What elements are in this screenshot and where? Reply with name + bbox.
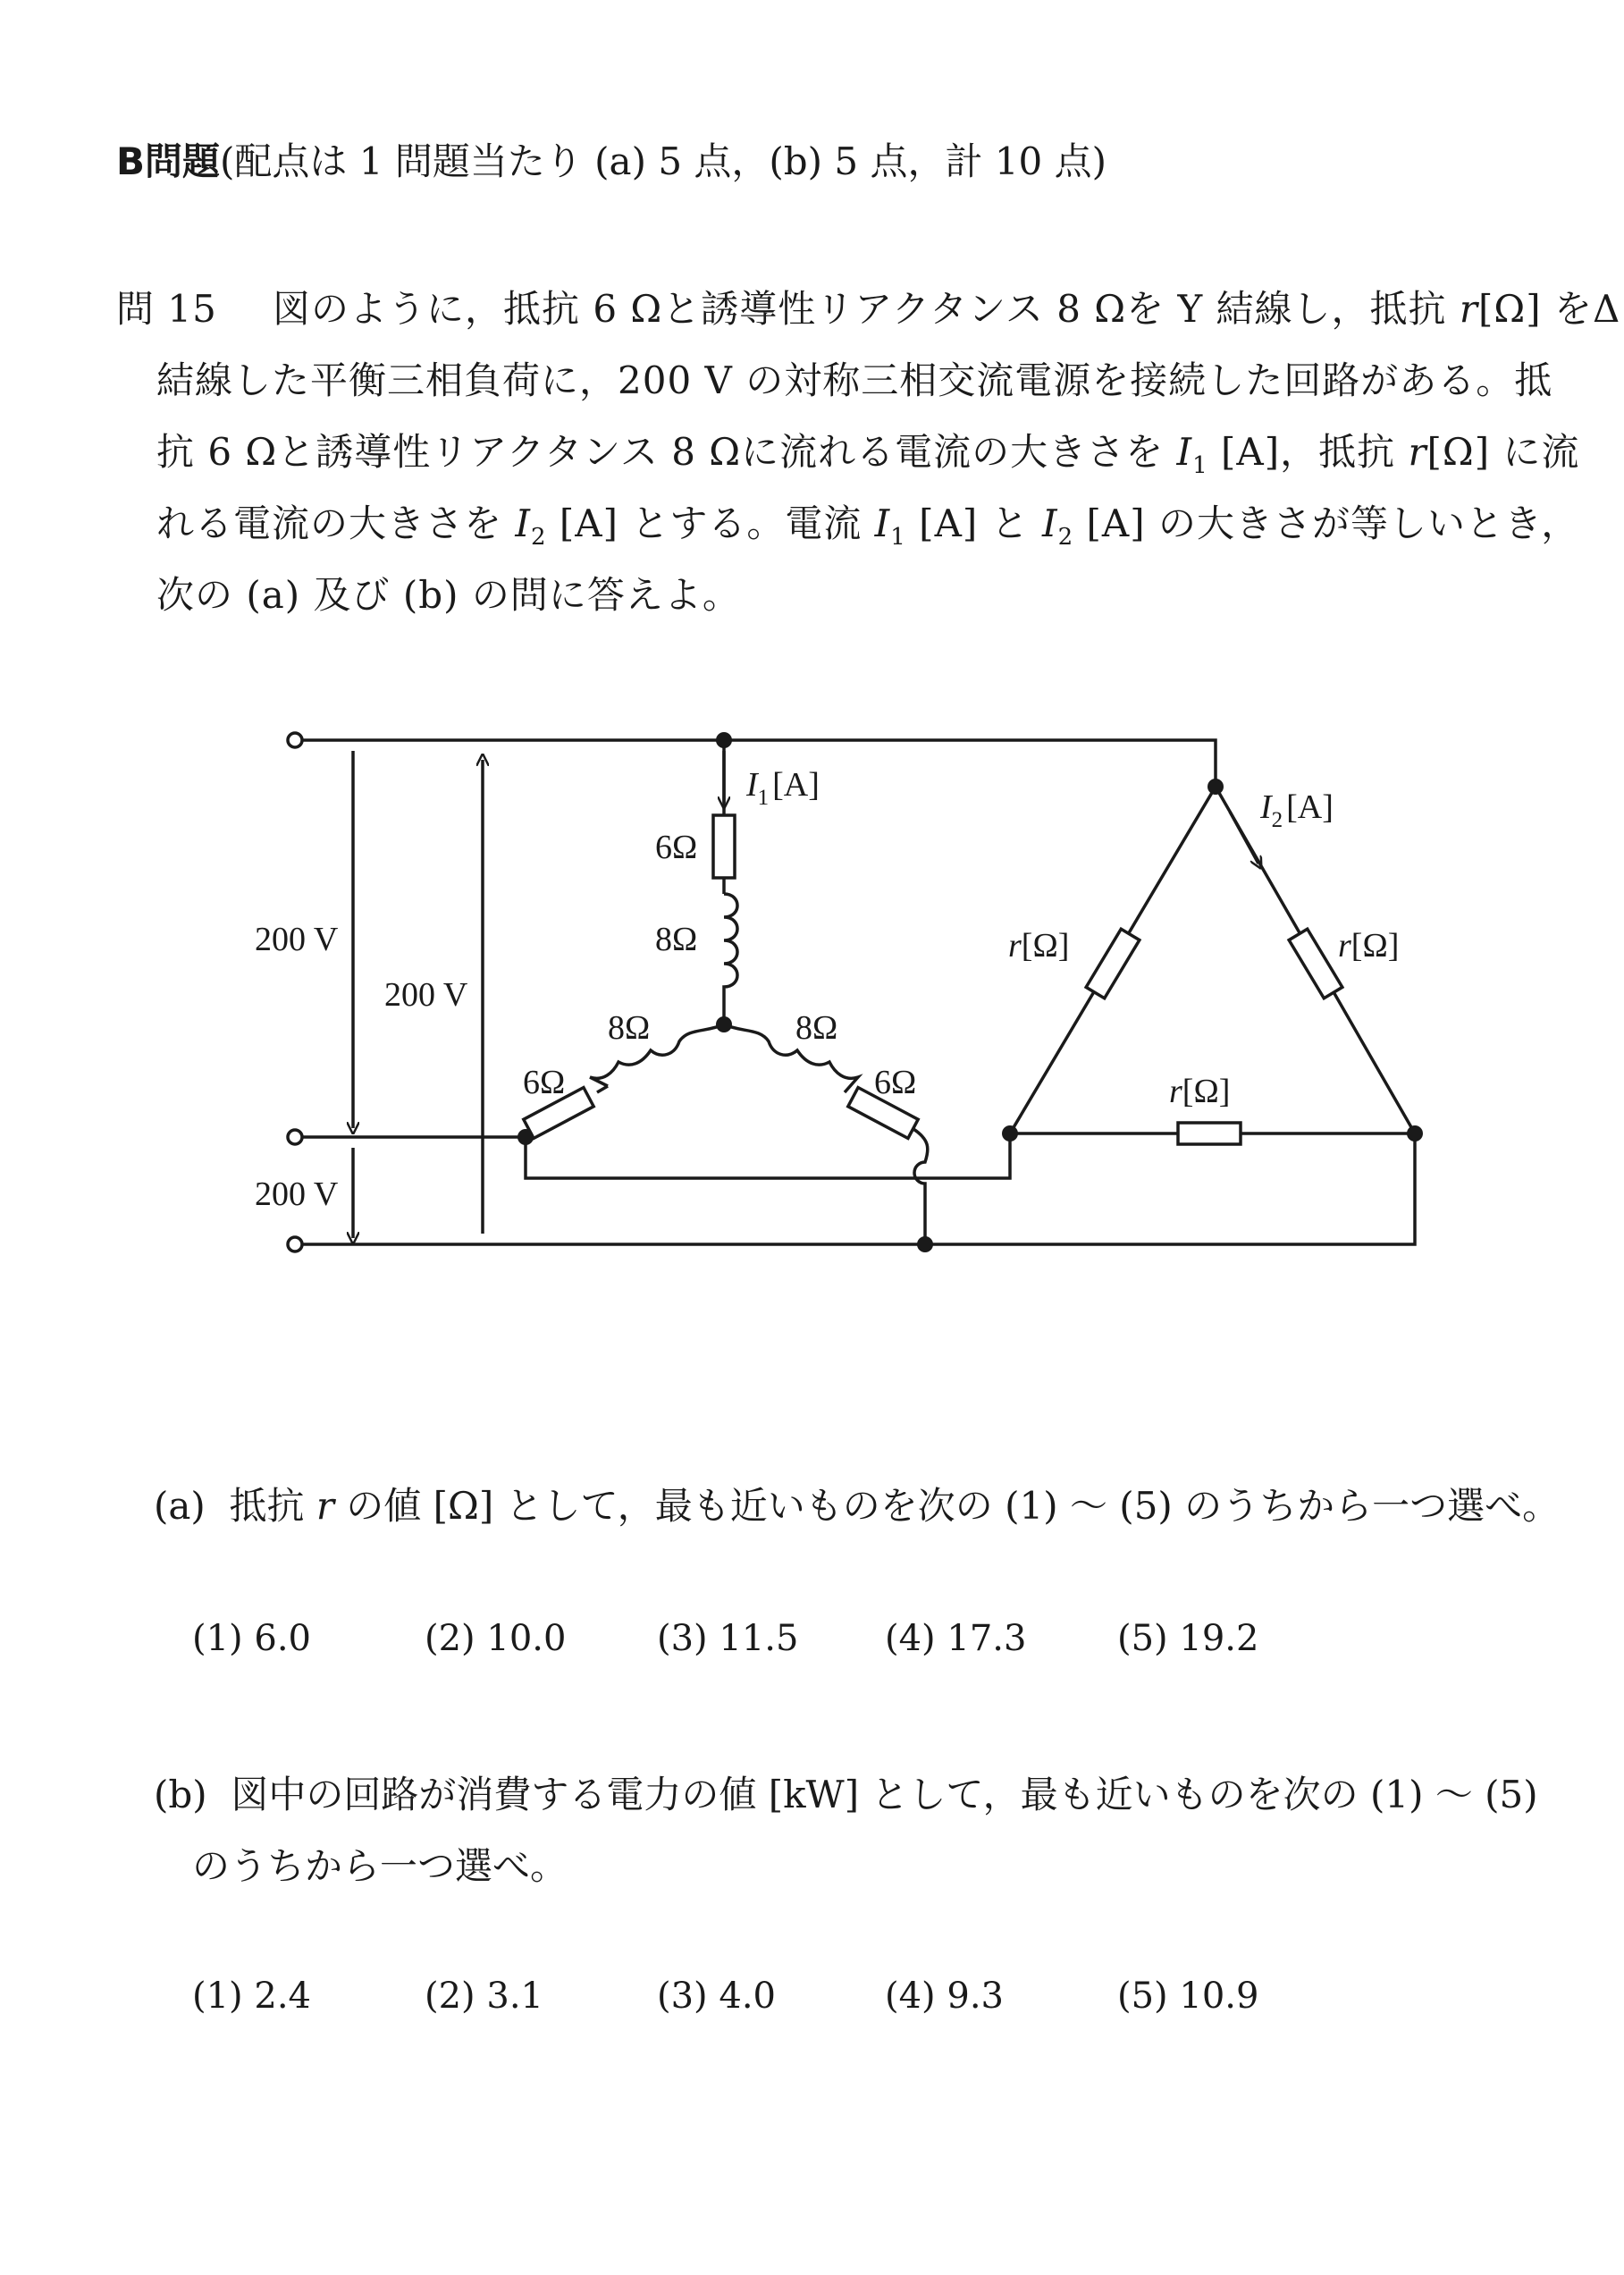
question-line-5: 次の (a) 及び (b) の問に答えよ。 bbox=[156, 573, 741, 617]
part-a-choice-2[interactable]: (2) 10.0 bbox=[425, 1618, 567, 1659]
line-top bbox=[302, 740, 1216, 787]
node-top bbox=[716, 732, 732, 748]
terminal-b bbox=[288, 1130, 302, 1144]
question-line-1: 図のように，抵抗 6 Ωと誘導性リアクタンス 8 Ωを Y 結線し，抵抗 r[Ω] をΔ bbox=[273, 287, 1621, 331]
part-a-label: (a) bbox=[154, 1484, 206, 1528]
node-left bbox=[517, 1129, 534, 1145]
node-delta-top bbox=[1207, 779, 1224, 795]
delta-bottom-resistor bbox=[1178, 1123, 1241, 1144]
terminal-c bbox=[288, 1237, 302, 1251]
line-link bbox=[526, 1133, 1010, 1178]
y-right-reactance-label: 8Ω bbox=[795, 1009, 838, 1047]
delta-right-label: r[Ω] bbox=[1338, 927, 1400, 965]
question-line-3: 抗 6 Ωと誘導性リアクタンス 8 Ωに流れる電流の大きさを $I_1$ [A]，抵抗 r[Ω] に流 bbox=[156, 430, 1580, 480]
node-delta-left bbox=[1002, 1125, 1018, 1142]
node-neutral bbox=[716, 1016, 732, 1032]
part-a-choice-4[interactable]: (4) 17.3 bbox=[885, 1618, 1027, 1659]
current-label-2: $I_2$ [A] bbox=[1260, 788, 1334, 832]
y-right-resistor-label: 6Ω bbox=[874, 1064, 917, 1101]
part-b-choice-2[interactable]: (2) 3.1 bbox=[425, 1976, 544, 2017]
question-line-2: 結線した平衡三相負荷に，200 V の対称三相交流電源を接続した回路がある。抵 bbox=[156, 358, 1553, 402]
scoring-note: (配点は 1 問題当たり (a) 5 点，(b) 5 点，計 10 点) bbox=[220, 139, 1107, 183]
node-delta-right bbox=[1407, 1125, 1423, 1142]
node-bottom bbox=[917, 1236, 933, 1252]
y-top-reactance-label: 8Ω bbox=[655, 921, 698, 958]
y-top-resistor-label: 6Ω bbox=[655, 829, 698, 866]
part-b-choice-4[interactable]: (4) 9.3 bbox=[885, 1976, 1005, 2017]
part-b-label: (b) bbox=[154, 1773, 207, 1816]
current-arrow-2 bbox=[1230, 812, 1258, 864]
y-top-inductor bbox=[724, 894, 737, 1024]
current-label-1: $I_1$ [A] bbox=[746, 766, 820, 810]
delta-left-label: r[Ω] bbox=[1008, 927, 1070, 965]
voltage-label-3: 200 V bbox=[255, 1175, 339, 1213]
line-bottom bbox=[302, 1133, 1415, 1244]
part-a-choice-5[interactable]: (5) 19.2 bbox=[1117, 1618, 1259, 1659]
question-number: 問 15 bbox=[116, 287, 217, 331]
delta-right-resistor bbox=[1289, 929, 1342, 998]
delta-bottom-label: r[Ω] bbox=[1169, 1073, 1231, 1110]
part-b-choice-5[interactable]: (5) 10.9 bbox=[1117, 1976, 1259, 2017]
y-right-wire bbox=[913, 1129, 928, 1244]
part-b-choice-1[interactable]: (1) 2.4 bbox=[192, 1976, 312, 2017]
part-a-choice-3[interactable]: (3) 11.5 bbox=[657, 1618, 799, 1659]
part-b-question-line-2: のうちから一つ選べ。 bbox=[192, 1844, 568, 1888]
part-a-choice-1[interactable]: (1) 6.0 bbox=[192, 1618, 312, 1659]
question-line-4: れる電流の大きさを $I_2$ [A] とする。電流 $I_1$ [A] と $I_2$ [A] の大きさが等しいとき， bbox=[156, 501, 1580, 552]
part-b-choice-3[interactable]: (3) 4.0 bbox=[657, 1976, 777, 2017]
delta-left-resistor bbox=[1086, 929, 1140, 998]
y-right-inductor bbox=[724, 1024, 858, 1092]
voltage-label-1: 200 V bbox=[255, 921, 339, 958]
y-top-resistor bbox=[713, 815, 735, 878]
voltage-label-2: 200 V bbox=[384, 976, 468, 1014]
terminal-a bbox=[288, 733, 302, 747]
y-left-reactance-label: 8Ω bbox=[608, 1009, 651, 1047]
part-a-question: (a) 抵抗 r の値 [Ω] として，最も近いものを次の (1) ～ (5) のうちから一つ選べ。 bbox=[154, 1484, 1561, 1528]
part-b-question-line-1: (b) 図中の回路が消費する電力の値 [kW] として，最も近いものを次の (1) ～ (5) bbox=[154, 1773, 1538, 1816]
section-label: B問題 bbox=[116, 139, 221, 183]
y-left-resistor-label: 6Ω bbox=[523, 1064, 566, 1101]
